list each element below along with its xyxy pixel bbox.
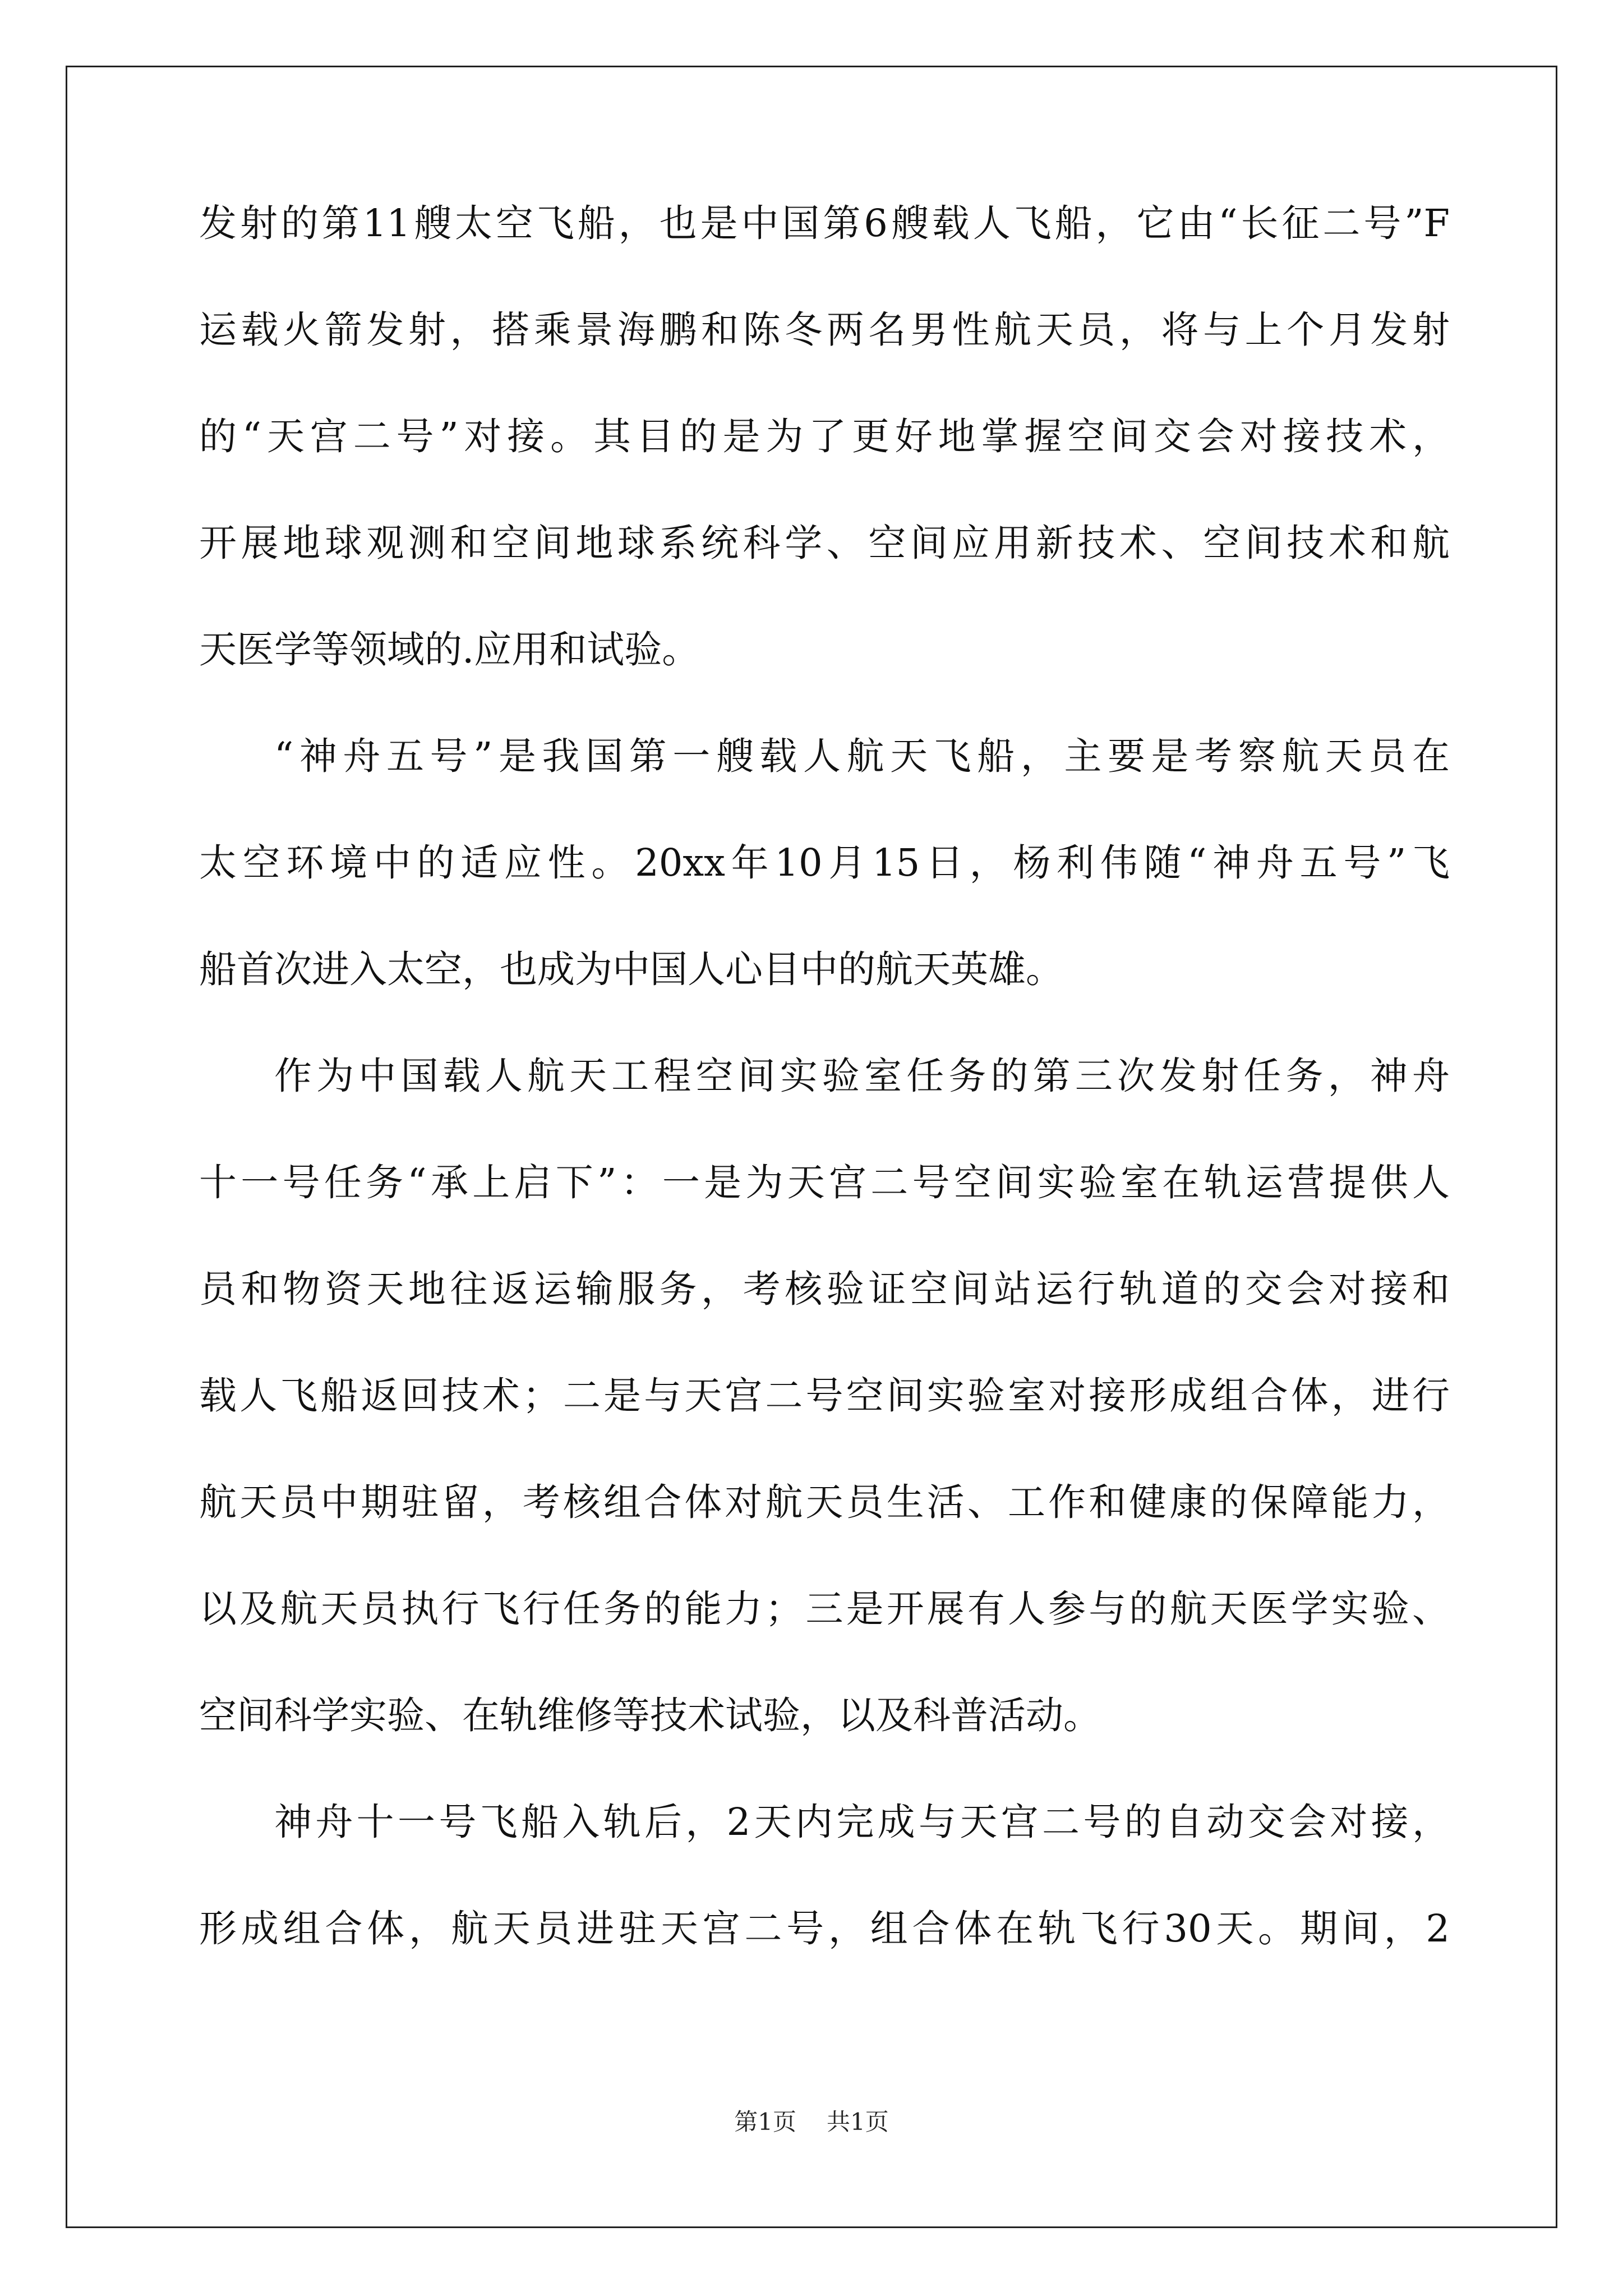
page-number: 第1页	[734, 2108, 796, 2136]
paragraph-line: 载人飞船返回技术；二是与天宫二号空间实验室对接形成组合体，进行	[199, 1374, 1450, 1418]
document-body	[199, 202, 1450, 2014]
paragraph-line: 十一号任务“承上启下”：一是为天宫二号空间实验室在轨运营提供人	[199, 1161, 1450, 1204]
paragraph-line: 开展地球观测和空间地球系统科学、空间应用新技术、空间技术和航	[199, 521, 1450, 565]
paragraph-line: 的“天宫二号”对接。其目的是为了更好地掌握空间交会对接技术，	[199, 415, 1450, 458]
paragraph-line: “神舟五号”是我国第一艘载人航天飞船，主要是考察航天员在	[274, 734, 1450, 778]
paragraph-line: 以及航天员执行飞行任务的能力；三是开展有人参与的航天医学实验、	[199, 1587, 1450, 1631]
paragraph-line: 作为中国载人航天工程空间实验室任务的第三次发射任务，神舟	[274, 1054, 1450, 1098]
paragraph-line: 发射的第11艘太空飞船，也是中国第6艘载人飞船，它由“长征二号”F	[199, 201, 1450, 245]
paragraph-line: 船首次进入太空，也成为中国人心目中的航天英雄。	[199, 947, 1063, 991]
paragraph-line: 员和物资天地往返运输服务，考核验证空间站运行轨道的交会对接和	[199, 1267, 1450, 1311]
page-total: 共1页	[827, 2108, 889, 2136]
paragraph-line: 神舟十一号飞船入轨后，2天内完成与天宫二号的自动交会对接，	[274, 1800, 1450, 1844]
page-footer	[0, 2108, 1623, 2136]
paragraph-line: 航天员中期驻留，考核组合体对航天员生活、工作和健康的保障能力，	[199, 1480, 1450, 1524]
paragraph-line: 空间科学实验、在轨维修等技术试验，以及科普活动。	[199, 1694, 1101, 1737]
paragraph-line: 运载火箭发射，搭乘景海鹏和陈冬两名男性航天员，将与上个月发射	[199, 308, 1450, 352]
paragraph-line: 天医学等领域的.应用和试验。	[199, 628, 700, 671]
paragraph-line: 太空环境中的适应性。20xx年10月15日，杨利伟随“神舟五号”飞	[199, 841, 1450, 885]
paragraph-line: 形成组合体，航天员进驻天宫二号，组合体在轨飞行30天。期间，2	[199, 1907, 1450, 1950]
